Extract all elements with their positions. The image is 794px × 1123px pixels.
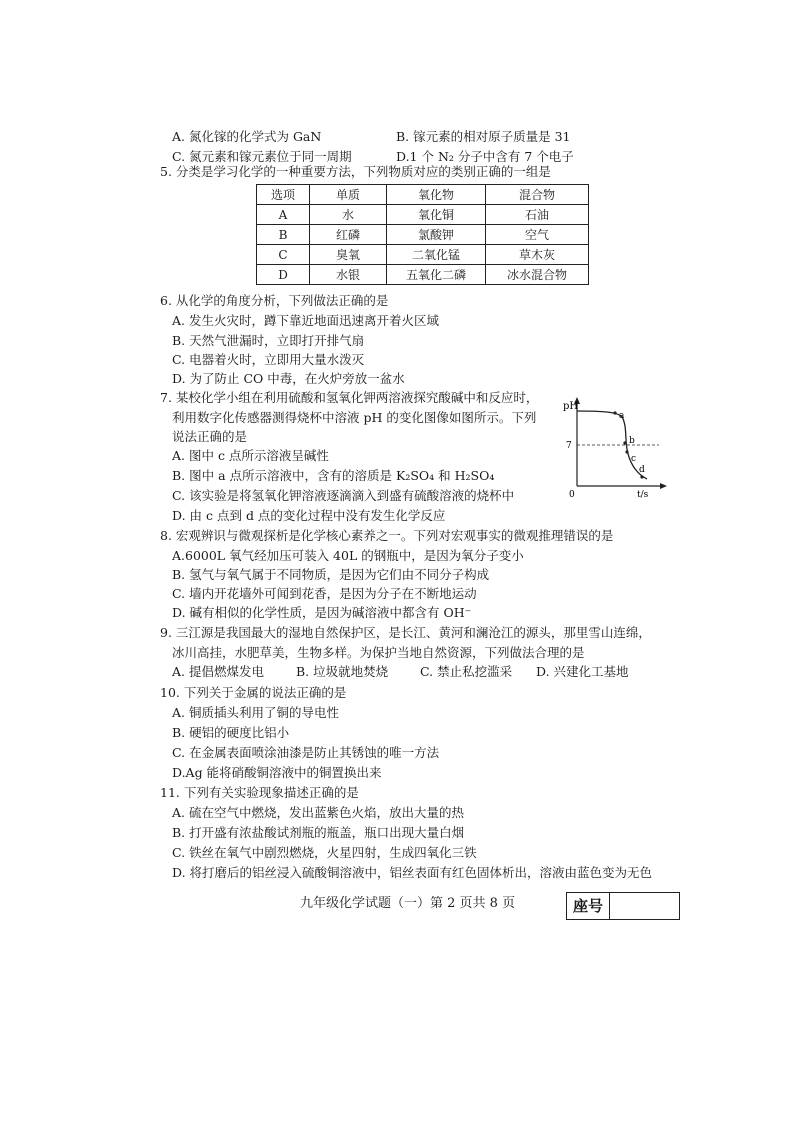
table-cell: 臭氧 <box>310 245 387 265</box>
q7-option-c: C. 该实验是将氢氧化钾溶液逐滴滴入到盛有硫酸溶液的烧杯中 <box>172 488 515 503</box>
q8-option-d: D. 碱有相似的化学性质，是因为碱溶液中都含有 OH⁻ <box>172 605 472 620</box>
q9-option-d: D. 兴建化工基地 <box>536 664 629 679</box>
point-d-label: d <box>639 465 645 475</box>
table-cell: 石油 <box>486 205 589 225</box>
origin-label: 0 <box>569 490 575 500</box>
q11-option-b: B. 打开盛有浓盐酸试剂瓶的瓶盖，瓶口出现大量白烟 <box>172 825 465 840</box>
q9-option-c: C. 禁止私挖滥采 <box>420 664 513 679</box>
q7-stem-line3: 说法正确的是 <box>172 429 248 444</box>
classification-table <box>256 184 589 285</box>
q6-option-a: A. 发生火灾时，蹲下靠近地面迅速离开着火区域 <box>172 313 439 328</box>
q9-option-b: B. 垃圾就地焚烧 <box>296 664 389 679</box>
table-header-cell: 单质 <box>310 185 387 205</box>
x-axis-label: t/s <box>637 490 649 500</box>
seat-number-label: 座号 <box>567 893 610 919</box>
point-c-marker <box>625 450 628 453</box>
point-c-label: c <box>631 454 637 464</box>
table-header-cell: 混合物 <box>486 185 589 205</box>
table-cell: 水 <box>310 205 387 225</box>
x-axis-arrow <box>660 483 667 489</box>
table-cell: D <box>257 265 310 285</box>
table-cell: 草木灰 <box>486 245 589 265</box>
q4-option-d: D.1 个 N₂ 分子中含有 7 个电子 <box>396 149 574 164</box>
table-header-row <box>257 185 589 205</box>
q11-option-a: A. 硫在空气中燃烧，发出蓝紫色火焰，放出大量的热 <box>172 805 464 820</box>
q10-stem: 10. 下列关于金属的说法正确的是 <box>160 685 347 700</box>
q11-option-c: C. 铁丝在氧气中剧烈燃烧，火星四射，生成四氧化三铁 <box>172 845 477 860</box>
table-cell: 空气 <box>486 225 589 245</box>
q9-option-a: A. 提倡燃煤发电 <box>172 664 264 679</box>
q9-stem-line2: 冰川高挂，水肥草美，生物多样。为保护当地自然资源，下列做法合理的是 <box>172 645 585 660</box>
table-cell: 氧化铜 <box>387 205 486 225</box>
point-a-marker <box>613 411 616 414</box>
table-cell: 二氧化锰 <box>387 245 486 265</box>
ph-change-chart <box>563 395 673 500</box>
table-header-cell: 选项 <box>257 185 310 205</box>
table-cell: A <box>257 205 310 225</box>
q7-option-b: B. 图中 a 点所示溶液中，含有的溶质是 K₂SO₄ 和 H₂SO₄ <box>172 468 495 483</box>
seat-number-box <box>566 892 680 920</box>
point-a-label: a <box>619 411 625 421</box>
table-cell: 冰水混合物 <box>486 265 589 285</box>
point-b-marker <box>623 441 626 444</box>
page-footer: 九年级化学试题（一）第 2 页共 8 页 <box>300 896 516 911</box>
q10-option-d: D.Ag 能将硝酸铜溶液中的铜置换出来 <box>172 765 382 780</box>
q6-option-c: C. 电器着火时，立即用大量水泼灭 <box>172 352 365 367</box>
q10-option-b: B. 硬铝的硬度比铝小 <box>172 725 290 740</box>
q7-stem-line2: 利用数字化传感器测得烧杯中溶液 pH 的变化图像如图所示。下列 <box>172 410 537 425</box>
table-row <box>257 205 589 225</box>
q11-option-d: D. 将打磨后的铝丝浸入硫酸铜溶液中，铝丝表面有红色固体析出，溶液由蓝色变为无色 <box>172 865 653 880</box>
table-row <box>257 225 589 245</box>
point-b-label: b <box>629 436 635 446</box>
q6-option-d: D. 为了防止 CO 中毒，在火炉旁放一盆水 <box>172 371 405 386</box>
q9-stem-line1: 9. 三江源是我国最大的湿地自然保护区，是长江、黄河和澜沧江的源头，那里雪山连绵， <box>160 625 651 640</box>
q4-option-a: A. 氮化镓的化学式为 GaN <box>172 129 322 144</box>
table-cell: C <box>257 245 310 265</box>
table-row <box>257 265 589 285</box>
table-cell: 水银 <box>310 265 387 285</box>
table-header-cell: 氧化物 <box>387 185 486 205</box>
q4-option-c: C. 氮元素和镓元素位于同一周期 <box>172 149 352 164</box>
ph7-label: 7 <box>566 441 572 451</box>
q8-option-b: B. 氢气与氧气属于不同物质，是因为它们由不同分子构成 <box>172 567 490 582</box>
q7-option-d: D. 由 c 点到 d 点的变化过程中没有发生化学反应 <box>172 508 446 523</box>
q8-option-a: A.6000L 氧气经加压可装入 40L 的钢瓶中，是因为氧分子变小 <box>172 548 524 563</box>
table-cell: 红磷 <box>310 225 387 245</box>
table-cell: 氯酸钾 <box>387 225 486 245</box>
table-cell: B <box>257 225 310 245</box>
q7-option-a: A. 图中 c 点所示溶液呈碱性 <box>172 448 329 463</box>
q4-option-b: B. 镓元素的相对原子质量是 31 <box>396 129 571 144</box>
q10-option-a: A. 铜质插头利用了铜的导电性 <box>172 705 339 720</box>
q6-stem: 6. 从化学的角度分析，下列做法正确的是 <box>160 293 389 308</box>
q8-option-c: C. 墙内开花墙外可闻到花香，是因为分子在不断地运动 <box>172 586 477 601</box>
table-cell: 五氧化二磷 <box>387 265 486 285</box>
y-axis-label: pH <box>563 401 579 412</box>
q10-option-c: C. 在金属表面喷涂油漆是防止其锈蚀的唯一方法 <box>172 745 440 760</box>
q11-stem: 11. 下列有关实验现象描述正确的是 <box>160 785 359 800</box>
point-d-marker <box>640 475 643 478</box>
q8-stem: 8. 宏观辨识与微观探析是化学核心素养之一。下列对宏观事实的微观推理错误的是 <box>160 528 614 543</box>
q7-stem-line1: 7. 某校化学小组在利用硫酸和氢氧化钾两溶液探究酸碱中和反应时， <box>160 390 539 405</box>
table-row <box>257 245 589 265</box>
q5-stem: 5. 分类是学习化学的一种重要方法，下列物质对应的类别正确的一组是 <box>160 164 551 179</box>
q6-option-b: B. 天然气泄漏时，立即打开排气扇 <box>172 333 365 348</box>
